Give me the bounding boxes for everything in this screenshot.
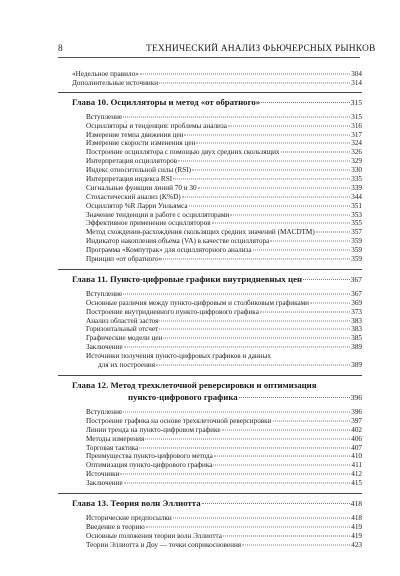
toc-entry-title: Графические модели цен [86, 334, 163, 343]
toc-entry-line [72, 334, 362, 343]
toc-leader-dots [123, 293, 350, 294]
chapter-heading-block [58, 92, 362, 112]
toc-entry-line [72, 461, 362, 470]
chapter-title-cont: пункто-цифрового графика [128, 391, 238, 402]
toc-leader-dots [223, 535, 350, 536]
chapter-page: 315 [350, 97, 362, 107]
chapter-title: Глава 11. Пункто-цифровые графики внутридневных цен [72, 273, 303, 284]
toc-entry-page: 314 [351, 78, 362, 87]
toc-entry-title: Введение в теорию [86, 522, 145, 531]
toc-entry-line [72, 343, 362, 352]
page-number: 8 [58, 44, 63, 54]
toc-entry-title: Оптимизация пункто-цифрового графика [86, 461, 213, 470]
toc-entry-line [72, 70, 362, 79]
toc-leader-dots [310, 302, 350, 303]
toc-entry-page: 423 [351, 540, 362, 549]
chapter-heading-block [58, 493, 362, 513]
toc-leader-dots [145, 438, 350, 439]
chapter-heading [72, 497, 362, 510]
toc-entry-title-cont: для их построения [98, 361, 156, 370]
chapter-heading-block [58, 269, 362, 289]
toc-leader-dots [212, 223, 351, 224]
toc-entry-title: Методы измерения [86, 434, 145, 443]
toc-leader-dots [120, 474, 350, 475]
toc-entry-page: 317 [351, 130, 362, 139]
toc-entry-page: 330 [351, 166, 362, 175]
toc-leader-dots [214, 456, 350, 457]
toc-leader-dots [124, 483, 351, 484]
toc-entry-page: 359 [351, 237, 362, 246]
toc-leader-dots [173, 179, 350, 180]
toc-entry-line [72, 148, 362, 157]
toc-leader-dots [163, 259, 350, 260]
toc-entry-title: Заключение [86, 343, 123, 352]
toc-entry-title: Построение графика на основе трехклеточной реверсировки [86, 416, 272, 425]
toc-leader-dots [253, 250, 351, 251]
toc-entry-page: 329 [351, 157, 362, 166]
toc-entry-title: Вступление [86, 407, 123, 416]
toc-leader-dots [124, 347, 351, 348]
toc-entry-title: Построение осциллятора с помощью двух средних скользящих [86, 148, 280, 157]
toc-entry-title: Программа «Компутрак» для осцилляторного анализа [86, 246, 252, 255]
toc-entry-title: Осциллятор %R Ларри Уильямса [86, 201, 188, 210]
toc-entry-line [72, 113, 362, 122]
toc-entry-page: 357 [351, 228, 362, 237]
toc-leader-dots [163, 338, 350, 339]
toc-entry-line [72, 202, 362, 211]
toc-entry-line [72, 184, 362, 193]
toc-entry-page: 367 [351, 289, 362, 298]
toc-entry-page: 351 [351, 201, 362, 210]
toc-entry-line [72, 408, 362, 417]
toc-entry-title: Интерпретация индекса RSI [86, 175, 173, 184]
toc-entry-page: 304 [351, 70, 362, 78]
toc-entry-title: Теории Эллиотта и Доу — точки соприкосновения [86, 540, 242, 549]
toc-entry-page: 415 [351, 479, 362, 488]
toc-leader-dots [156, 365, 350, 366]
toc-entry-line [72, 426, 362, 435]
toc-entry-title: Метод схождения-расхождения скользящих средних значений (MACDTM) [86, 228, 315, 237]
toc-entry-title: Интерпретация осцилляторов [86, 157, 178, 166]
toc-entry-page: 418 [351, 513, 362, 522]
toc-leader-dots [146, 526, 351, 527]
toc-leader-dots [261, 102, 349, 103]
toc-entry-title: Горизонтальный отсчет [86, 325, 159, 334]
toc-entry-page: 396 [351, 407, 362, 416]
toc-entry-line [72, 308, 362, 317]
toc-entry-page: 339 [351, 183, 362, 192]
toc-entry-page: 344 [351, 192, 362, 201]
chapter-page: 396 [350, 392, 362, 402]
toc-entry-title: Осцилляторы и тенденция: проблемы анализа [86, 121, 227, 130]
toc-leader-dots [316, 232, 351, 233]
toc-entry-line [72, 541, 362, 550]
toc-entry-page: 407 [351, 443, 362, 452]
toc-entry-page: 373 [351, 307, 362, 316]
toc-entry-page: 324 [351, 139, 362, 148]
toc-entry-page: 359 [351, 246, 362, 255]
toc-leader-dots [260, 311, 350, 312]
toc-entry-line [72, 352, 362, 361]
toc-leader-dots [184, 134, 350, 135]
chapter-title: Глава 10. Осцилляторы и метод «от обратного» [72, 96, 261, 107]
toc-entry-line [72, 435, 362, 444]
toc-entry-line [72, 361, 362, 370]
toc-entry-title: Эффективное применение осцилляторов [86, 219, 211, 228]
toc-leader-dots [198, 187, 351, 188]
toc-entry-title: Значение тенденции в работе с осцилляторами [86, 210, 230, 219]
toc-entry-line [72, 228, 362, 237]
chapter-page: 367 [350, 274, 362, 284]
toc-entry-title: Дополнительные источники [72, 78, 159, 87]
toc-leader-dots [123, 116, 350, 117]
toc-entry-page: 389 [351, 343, 362, 352]
toc-entry-title: Вступление [86, 112, 123, 121]
toc-entry-page: 385 [351, 334, 362, 343]
toc-entry-title: Преимущества пункто-цифрового метода [86, 452, 213, 461]
toc-entry-line [72, 175, 362, 184]
toc-leader-dots [242, 544, 350, 545]
toc-entry-title: Измерение темпа движения цен [86, 130, 184, 139]
toc-leader-dots [140, 74, 350, 75]
toc-entry-line [72, 193, 362, 202]
toc-entry-title: Анализ областей застоя [86, 316, 159, 325]
toc-entry-line [72, 246, 362, 255]
toc-leader-dots [139, 447, 350, 448]
toc-entry-page: 326 [351, 148, 362, 157]
toc-entry-line [72, 444, 362, 453]
toc-entry-title: Торговая тактика [86, 443, 139, 452]
toc-entry-page: 419 [351, 522, 362, 531]
toc-entry-title: Сигнальные функции линий 70 и 30 [86, 183, 197, 192]
toc-entry-title: Линии тренда на пункто-цифровом графике [86, 425, 221, 434]
toc-leader-dots [281, 152, 351, 153]
table-of-contents [72, 70, 362, 550]
toc-entry-page: 397 [351, 416, 362, 425]
toc-leader-dots [228, 125, 350, 126]
toc-entry-line [72, 523, 362, 532]
toc-entry-page: 402 [351, 425, 362, 434]
toc-entry-title: Источники [86, 470, 120, 479]
toc-leader-dots [222, 429, 351, 430]
toc-entry-title: Стохастический анализ (K%D) [86, 192, 181, 201]
toc-leader-dots [273, 420, 351, 421]
toc-entry-title: Измерение скорости изменения цен [86, 139, 196, 148]
toc-entry-page: 406 [351, 434, 362, 443]
toc-entry-line [72, 166, 362, 175]
toc-entry-line [72, 211, 362, 220]
toc-entry-line [72, 470, 362, 479]
toc-entry-title: Индикатор накопления объема (VA) в качестве осциллятора [86, 237, 270, 246]
toc-entry-page: 383 [351, 316, 362, 325]
toc-leader-dots [230, 214, 350, 215]
toc-leader-dots [239, 397, 350, 398]
chapter-heading-block [58, 375, 362, 407]
chapter-heading [72, 391, 362, 404]
toc-leader-dots [213, 465, 350, 466]
running-title: ТЕХНИЧЕСКИЙ АНАЛИЗ ФЬЮЧЕРСНЫХ РЫНКОВ [146, 44, 376, 54]
toc-leader-dots [182, 196, 351, 197]
toc-entry-title: Основные различия между пункто-цифровым и столбиковым графиками [86, 298, 310, 307]
toc-entry-line [72, 237, 362, 246]
toc-entry-line [72, 452, 362, 461]
toc-entry-line [72, 290, 362, 299]
toc-leader-dots [192, 170, 350, 171]
toc-entry-line [72, 514, 362, 523]
toc-entry-page: 353 [351, 210, 362, 219]
toc-entry-title: Основные положения теории волн Эллиотта [86, 531, 222, 540]
toc-entry-line [72, 139, 362, 148]
toc-entry-line [72, 79, 362, 88]
header-rule [58, 57, 360, 58]
toc-entry-line [72, 317, 362, 326]
chapter-page: 418 [350, 498, 362, 508]
toc-entry-line [72, 122, 362, 131]
toc-leader-dots [159, 329, 350, 330]
toc-leader-dots [173, 517, 351, 518]
toc-leader-dots [303, 279, 350, 280]
toc-entry-title: Источники получения пункто-цифровых графиков и данных [86, 352, 272, 361]
toc-leader-dots [159, 82, 350, 83]
toc-leader-dots [189, 205, 351, 206]
toc-entry-line [72, 255, 362, 264]
toc-entry-line [72, 219, 362, 228]
toc-entry-page: 412 [351, 470, 362, 479]
toc-entry-page: 383 [351, 325, 362, 334]
toc-entry-page: 355 [351, 219, 362, 228]
toc-entry-title: Исторические предпосылки [86, 513, 172, 522]
toc-entry-line [72, 131, 362, 140]
toc-entry-title: Построение внутридневного пункто-цифрового графика [86, 307, 259, 316]
toc-entry-page: 419 [351, 531, 362, 540]
toc-entry-title: Принцип «от обратного» [86, 255, 163, 264]
chapter-heading [72, 379, 362, 391]
toc-leader-dots [202, 503, 350, 504]
toc-leader-dots [159, 320, 350, 321]
toc-entry-line [72, 417, 362, 426]
toc-entry-title: Вступление [86, 289, 123, 298]
toc-entry-line [72, 532, 362, 541]
toc-leader-dots [196, 143, 350, 144]
toc-leader-dots [270, 241, 350, 242]
toc-entry-title: Индекс относительной силы (RSI) [86, 166, 191, 175]
toc-entry-line [72, 479, 362, 488]
toc-entry-page: 369 [351, 298, 362, 307]
toc-leader-dots [123, 411, 350, 412]
toc-entry-page: 335 [351, 175, 362, 184]
toc-entry-title: «Недельное правило» [72, 70, 139, 78]
toc-entry-line [72, 325, 362, 334]
toc-entry-line [72, 157, 362, 166]
toc-entry-page: 389 [351, 361, 362, 370]
chapter-title: Глава 13. Теория волн Эллиотта [72, 497, 201, 508]
toc-entry-page: 359 [351, 255, 362, 264]
chapter-title: Глава 12. Метод трехклеточной реверсировки и оптимизация [72, 379, 317, 390]
toc-leader-dots [178, 161, 350, 162]
toc-entry-page: 315 [351, 112, 362, 121]
toc-entry-line [72, 299, 362, 308]
toc-entry-page: 410 [351, 452, 362, 461]
toc-entry-page: 411 [351, 461, 362, 470]
toc-entry-title: Заключение [86, 479, 123, 488]
chapter-heading [72, 96, 362, 109]
toc-entry-page: 316 [351, 121, 362, 130]
chapter-heading [72, 273, 362, 286]
